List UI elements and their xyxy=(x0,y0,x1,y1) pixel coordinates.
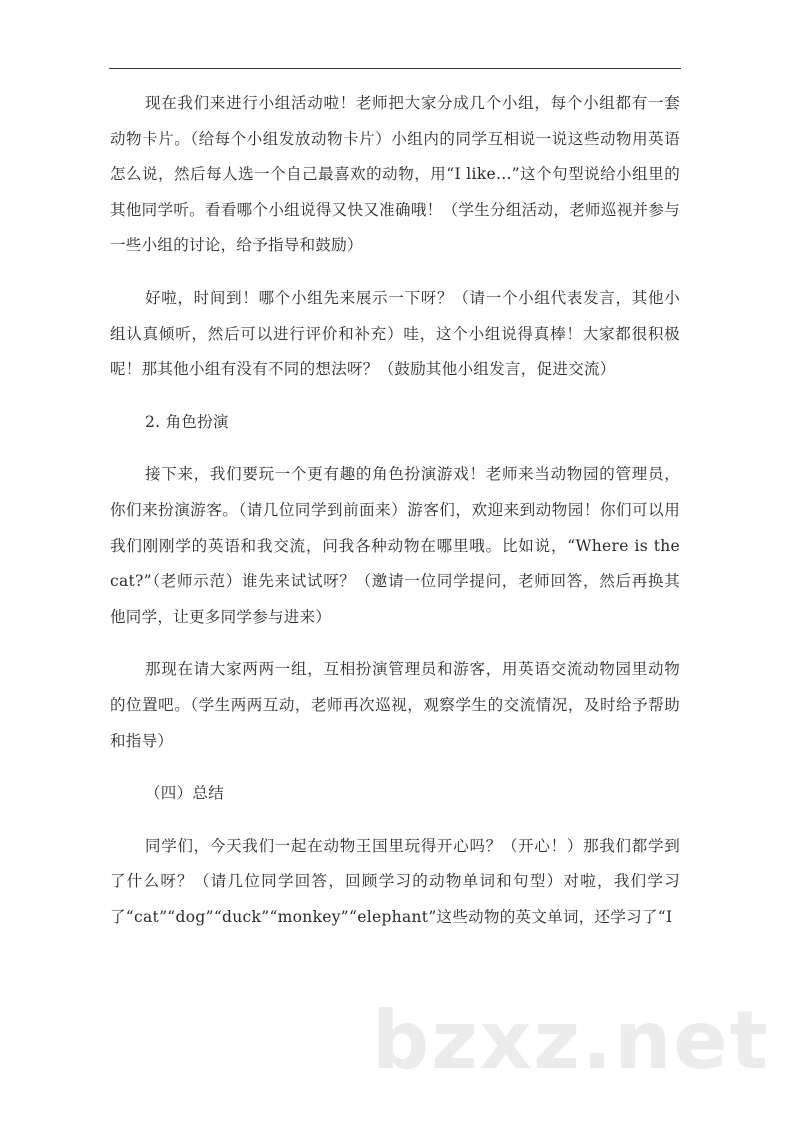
header-rule xyxy=(109,68,681,69)
paragraph-summary: 同学们，今天我们一起在动物王国里玩得开心吗？（开心！）那我们都学到了什么呀？（请几位同学回答，回顾学习的动物单词和句型）对啦，我们学习了“cat”“dog”“duck”“monkey”“elephant”这些动物的英文单词，还学习了“I xyxy=(110,836,680,926)
paragraph-group-activity: 现在我们来进行小组活动啦！老师把大家分成几个小组，每个小组都有一套动物卡片。（给每个小组发放动物卡片）小组内的同学互相说一说这些动物用英语怎么说，然后每人选一个自己最喜欢的动物，用“I like...”这个句型说给小组里的其他同学听。看看哪个小组说得又快又准确哦！（学生分组活动，老师巡视并参与一些小组的讨论，给予指导和鼓励） xyxy=(110,94,680,255)
paragraph-pair-work: 那现在请大家两两一组，互相扮演管理员和游客，用英语交流动物园里动物的位置吧。（学生两两互动，老师再次巡视，观察学生的交流情况，及时给予帮助和指导） xyxy=(110,660,680,750)
paragraph-role-play-intro: 接下来，我们要玩一个更有趣的角色扮演游戏！老师来当动物园的管理员，你们来扮演游客。（请几位同学到前面来）游客们，欢迎来到动物园！你们可以用我们刚刚学的英语和我交流，问我各种动物在哪里哦。比如说，“Where is the cat?”（老师示范）谁先来试试呀？（邀请一位同学提问，老师回答，然后再换其他同学，让更多同学参与进来） xyxy=(110,465,680,626)
paragraph-group-presentation: 好啦，时间到！哪个小组先来展示一下呀？（请一个小组代表发言，其他小组认真倾听，然后可以进行评价和补充）哇，这个小组说得真棒！大家都很积极呢！那其他小组有没有不同的想法呀？（鼓励其他小组发言，促进交流） xyxy=(110,288,680,379)
document-body xyxy=(110,86,680,952)
section-heading-summary: （四）总结 xyxy=(145,784,225,803)
watermark: bzxz.net xyxy=(372,994,770,1087)
section-heading-role-play: 2. 角色扮演 xyxy=(145,412,229,431)
